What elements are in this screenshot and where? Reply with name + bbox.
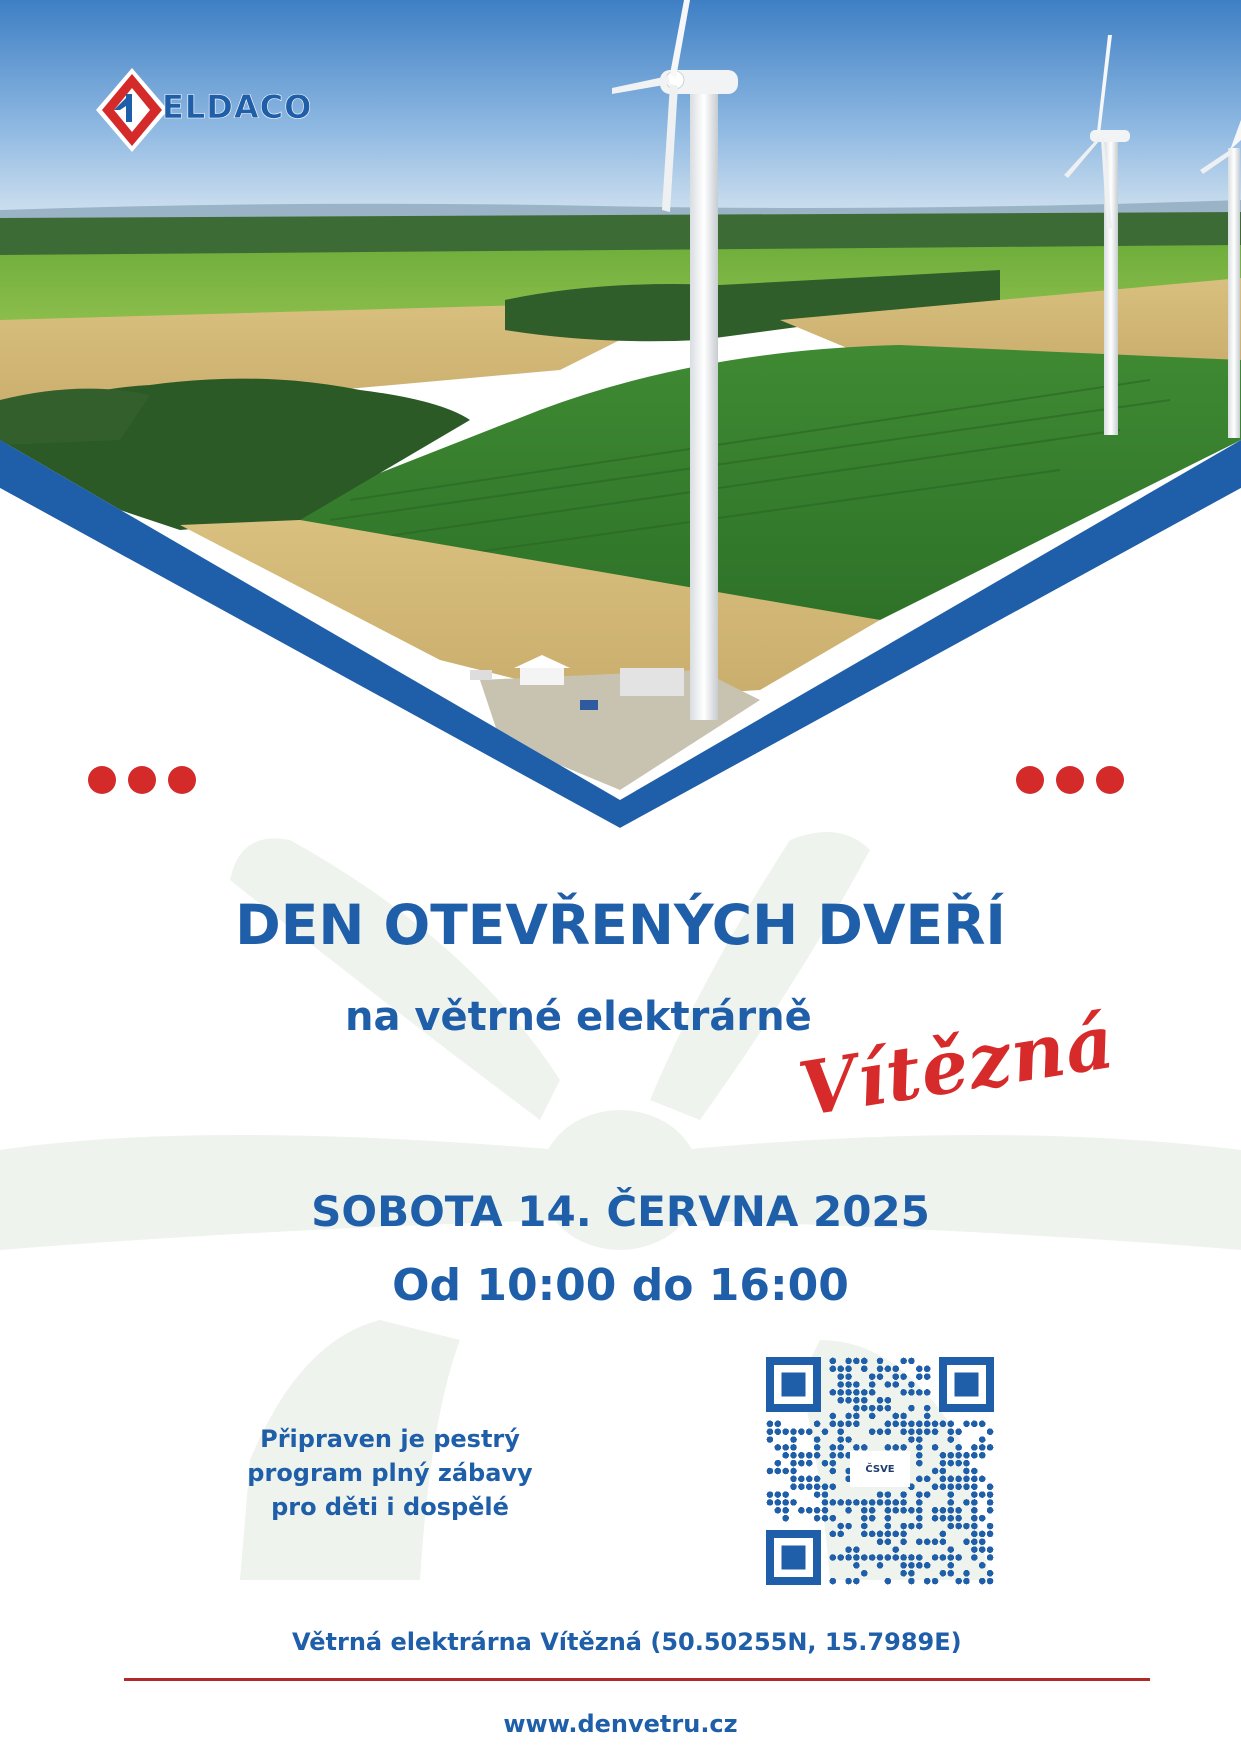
program-line: Připraven je pestrý: [260, 1425, 520, 1453]
program-description: [220, 1422, 560, 1524]
program-line: pro děti i dospělé: [271, 1493, 509, 1521]
website-link[interactable]: www.denvetru.cz: [503, 1710, 738, 1738]
eldaco-logo: [92, 66, 312, 156]
dot-icon: [1096, 766, 1124, 794]
dot-icon: [168, 766, 196, 794]
decorative-dots-left: [88, 766, 196, 794]
event-title: DEN OTEVŘENÝCH DVEŘÍ: [235, 893, 1006, 957]
event-date: SOBOTA 14. ČERVNA 2025: [311, 1187, 930, 1236]
event-time: Od 10:00 do 16:00: [392, 1260, 849, 1311]
program-line: program plný zábavy: [247, 1459, 533, 1487]
dot-icon: [1056, 766, 1084, 794]
dot-icon: [88, 766, 116, 794]
location-name-script: Vítězná: [793, 998, 1121, 1134]
qr-badge: ČSVE: [850, 1451, 910, 1487]
dot-icon: [1016, 766, 1044, 794]
location-coordinates: Větrná elektrárna Vítězná (50.50255N, 15.7989E): [292, 1628, 962, 1656]
event-subtitle: na větrné elektrárně: [345, 994, 812, 1040]
logo-wordmark: ELDACO: [162, 88, 313, 126]
eldaco-logo-mark-icon: [92, 66, 170, 156]
footer-divider: [124, 1678, 1150, 1681]
decorative-dots-right: [1016, 766, 1124, 794]
dot-icon: [128, 766, 156, 794]
